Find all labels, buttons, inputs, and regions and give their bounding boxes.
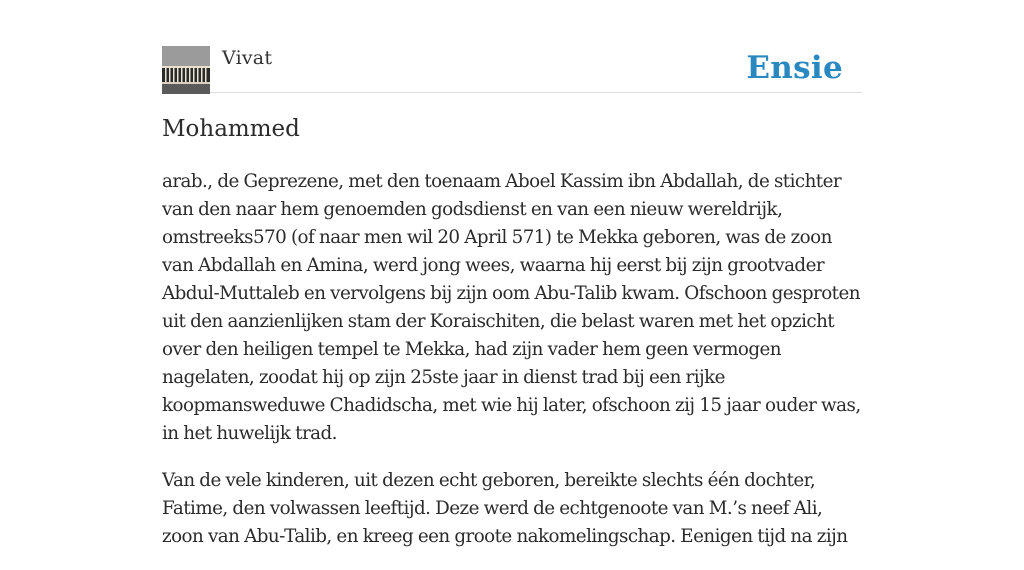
article-header — [162, 46, 862, 93]
author-name[interactable]: Vivat — [222, 47, 273, 69]
article-paragraph: arab., de Geprezene, met den toenaam Aboel Kassim ibn Abdallah, de stichter van den naar hem genoemden godsdienst en van een nieuw wereldrijk, omstreeks570 (of naar men wil 20 April 571) te Mekka geboren, was de zoon van Abdallah en Amina, werd jong wees, waarna hij eerst bij zijn grootvader Abdul-Muttaleb en vervolgens bij zijn oom Abu-Talib kwam. Ofschoon gesproten uit den aanzienlijken stam der Koraischiten, die belast waren met het opzicht over den heiligen tempel te Mekka, had zijn vader hem geen vermogen nagelaten, zoodat hij op zijn 25ste jaar in dienst trad bij een rijke koopmansweduwe Chadidscha, met wie hij later, ofschoon zij 15 jaar ouder was, in het huwelijk trad. — [162, 171, 861, 444]
article-page — [162, 0, 862, 547]
book-spines-avatar-icon — [162, 46, 210, 94]
article-body — [162, 168, 862, 570]
brand-logo[interactable]: Ensie — [746, 50, 843, 86]
author-avatar[interactable] — [162, 46, 210, 94]
article-title: Mohammed — [162, 116, 300, 142]
article-paragraph: Van de vele kinderen, uit dezen echt geboren, bereikte slechts één dochter, Fatime, den volwassen leeftijd. Deze werd de echtgenoote van M.’s neef Ali, zoon van Abu-Talib, en kreeg een groote nakomelingschap. Eenigen tijd na zijn — [162, 470, 848, 547]
